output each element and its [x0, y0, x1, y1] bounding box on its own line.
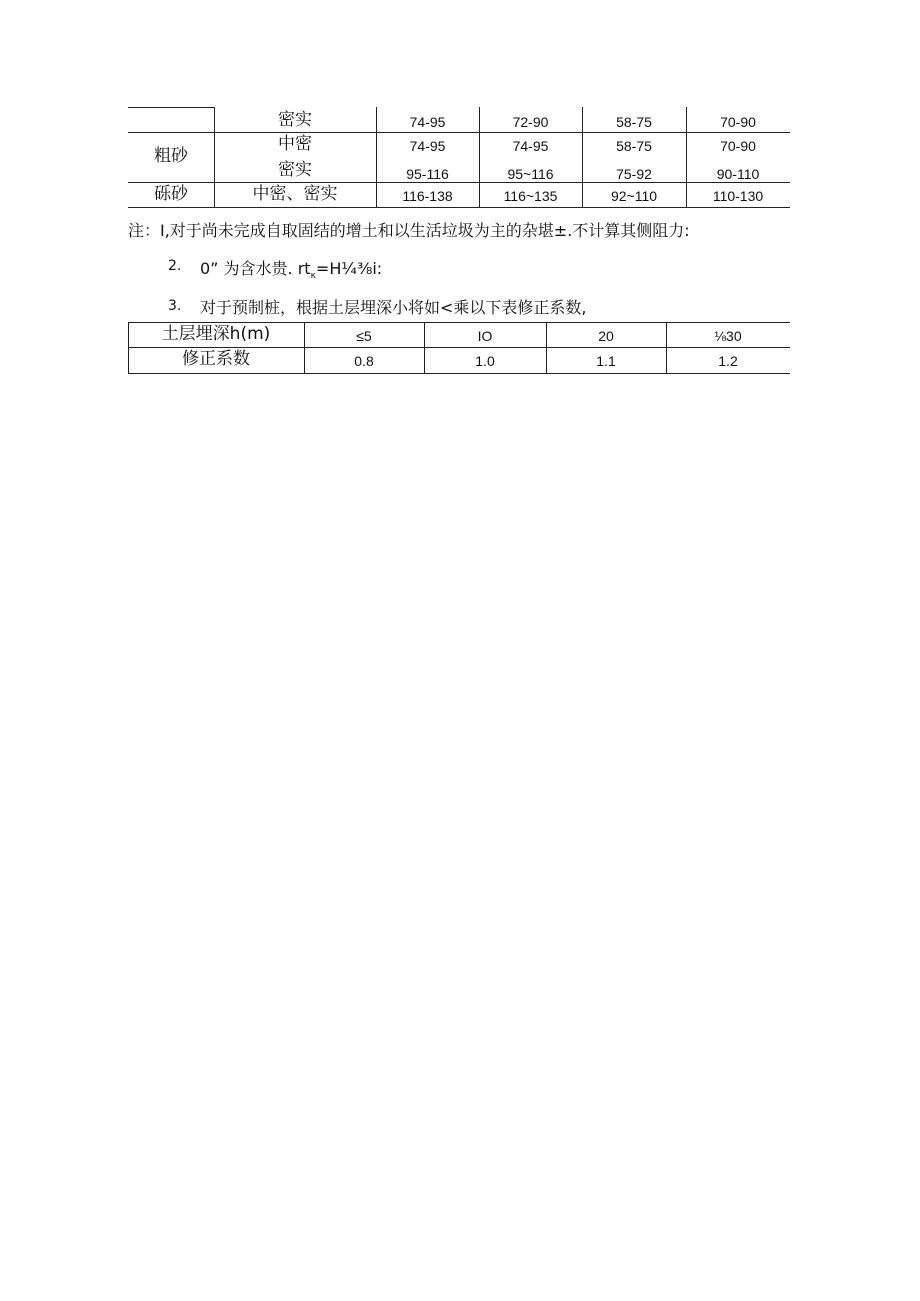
table-cell: 中密: [278, 134, 312, 154]
table-cell: 90-110: [716, 166, 760, 182]
header-cell: 土层埋深h(m): [161, 324, 271, 344]
row-label-cell: 修正系数: [182, 349, 250, 369]
table-cell: 74-95: [409, 138, 446, 154]
table-border-line: [128, 107, 214, 108]
table-cell: 1.0: [475, 353, 495, 369]
note-2-number: 2.: [168, 258, 182, 274]
table-cell: 95-116: [406, 166, 449, 182]
table-border-line: [128, 322, 790, 323]
table-cell: 58-75: [616, 114, 652, 130]
table-cell: 75-92: [616, 166, 652, 182]
table-cell: 密实: [278, 110, 312, 130]
table-cell: 72-90: [512, 114, 549, 130]
table-border-line: [128, 207, 790, 208]
table-border-line: [128, 373, 790, 374]
note-2-subscript: κ: [310, 271, 316, 282]
note-1: 注：I,对于尚未完成自取固结的增土和以生活垃圾为主的杂堪±.不计算其侧阻力:: [128, 221, 690, 240]
table-border-line: [128, 132, 790, 133]
table-cell: 92~110: [610, 188, 658, 204]
soil-type-cell: 粗砂: [154, 146, 188, 166]
header-cell: 20: [598, 328, 614, 344]
table-cell: 1.1: [596, 353, 616, 369]
table-cell: 密实: [278, 160, 312, 180]
table-cell: 74-95: [512, 138, 549, 154]
table-cell: 70-90: [720, 138, 756, 154]
note-2-text: 0” 为含水贵. rt: [200, 259, 311, 278]
table-cell: 58-75: [616, 138, 652, 154]
note-2-formula: =H¼⅜i:: [315, 259, 383, 278]
table-cell: 116-138: [402, 188, 453, 204]
table-cell: 中密、密实: [252, 184, 338, 204]
header-cell: ≤5: [356, 328, 372, 344]
table-cell: 116~135: [503, 188, 558, 204]
header-cell: IO: [477, 328, 493, 344]
table-cell: 110-130: [712, 188, 764, 204]
table-cell: 1.2: [718, 353, 738, 369]
table-border-line: [128, 182, 790, 183]
table-cell: 95~116: [507, 166, 554, 182]
table-cell: 74-95: [409, 114, 446, 130]
table-border-line: [128, 347, 790, 348]
note-3: 对于预制桩，根据土层埋深小将如<乘以下表修正系数,: [200, 298, 587, 317]
note-2: [200, 256, 382, 281]
soil-type-cell: 砾砂: [154, 184, 188, 204]
note-3-number: 3.: [168, 298, 182, 314]
header-cell: ⅛30: [714, 328, 742, 344]
table-cell: 0.8: [354, 353, 374, 369]
table-cell: 70-90: [720, 114, 756, 130]
